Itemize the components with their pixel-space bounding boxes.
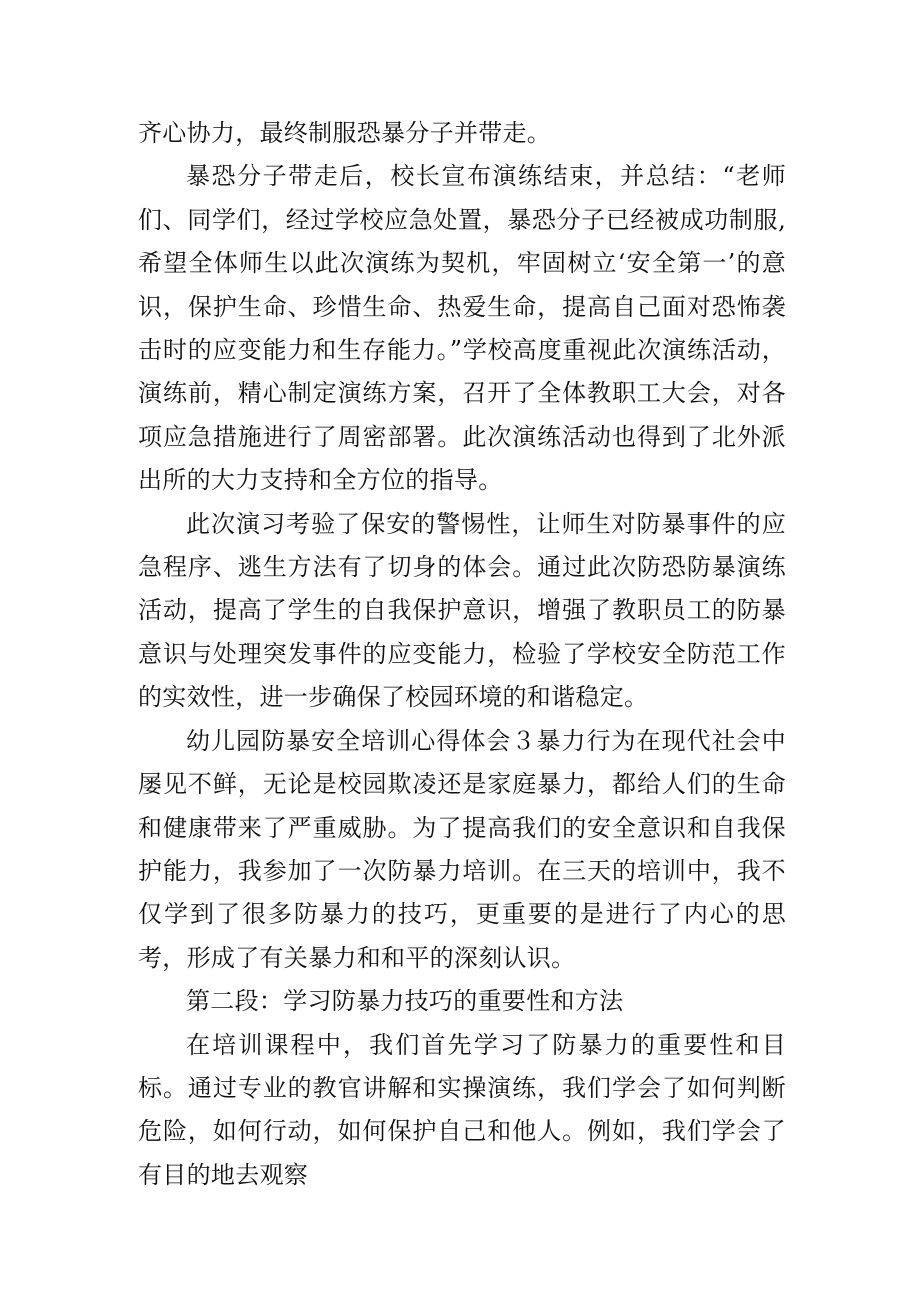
paragraph-training-course: 在培训课程中，我们首先学习了防暴力的重要性和目标。通过专业的教官讲解和实操演练，我们学会了如何判断危险，如何行动，如何保护自己和他人。例如，我们学会了有目的地去观察 — [138, 1030, 786, 1189]
document-page — [138, 112, 786, 1197]
paragraph-continuation: 齐心协力，最终制服恐暴分子并带走。 — [138, 119, 552, 147]
paragraph-drill-results: 此次演习考验了保安的警惕性，让师生对防暴事件的应急程序、逃生方法有了切身的体会。通过此次防恐防暴演练活动，提高了学生的自我保护意识，增强了教职员工的防暴意识与处理突发事件的应变能力，检验了学校安全防范工作的实效性，进一步确保了校园环境的和谐稳定。 — [138, 509, 786, 712]
section-heading-second: 第二段：学习防暴力技巧的重要性和方法 — [186, 987, 624, 1016]
paragraph-training-intro: 幼儿园防暴安全培训心得体会３暴力行为在现代社会中屡见不鲜，无论是校园欺凌还是家庭暴力，都给人们的生命和健康带来了严重威胁。为了提高我们的安全意识和自我保护能力，我参加了一次防暴力培训。在三天的培训中，我不仅学到了很多防暴力的技巧，更重要的是进行了内心的思考，形成了有关暴力和和平的深刻认识。 — [138, 726, 786, 972]
paragraph-drill-summary: 暴恐分子带走后，校长宣布演练结束，并总结：“老师们、同学们，经过学校应急处置，暴恐分子已经被成功制服,希望全体师生以此次演练为契机，牢固树立‘安全第一’的意识，保护生命、珍惜生命、热爱生命，提高自己面对恐怖袭击时的应变能力和生存能力。”学校高度重视此次演练活动，演练前，精心制定演练方案，召开了全体教职工大会，对各项应急措施进行了周密部署。此次演练活动也得到了北外派出所的大力支持和全方位的指导。 — [138, 162, 786, 495]
